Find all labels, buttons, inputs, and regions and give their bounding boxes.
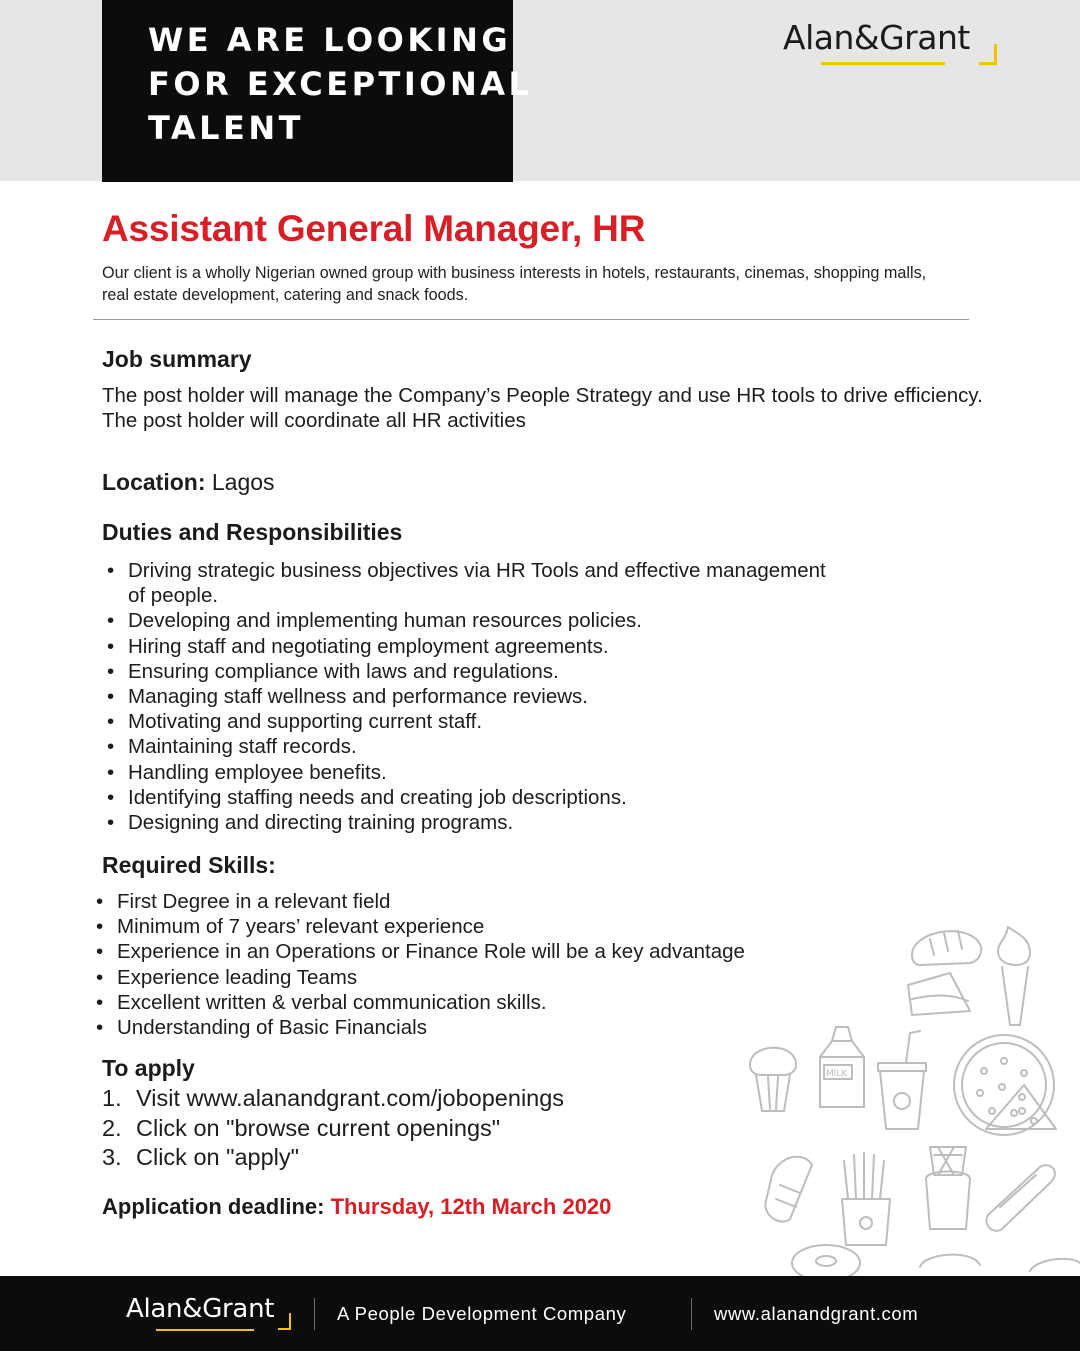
french-fries-icon — [842, 1153, 890, 1245]
list-item: • Driving strategic business objectives via HR Tools and effective management — [103, 558, 826, 583]
donut-icon — [792, 1245, 860, 1277]
step-number: 2. — [102, 1114, 122, 1141]
step-text: Click on "browse current openings" — [136, 1114, 501, 1141]
footer-divider — [314, 1298, 315, 1330]
soda-cup-icon — [878, 1031, 926, 1129]
list-item: • Hiring staff and negotiating employment agreements. — [103, 634, 826, 659]
footer-logo — [126, 1294, 274, 1324]
list-item: • Designing and directing training programs. — [103, 810, 826, 835]
job-summary-text: The post holder will manage the Company’s People Strategy and use HR tools to drive efficiency. The post holder will coordinate all HR activities — [102, 384, 983, 432]
list-item: • First Degree in a relevant field — [92, 889, 745, 914]
list-item: • Motivating and supporting current staff. — [103, 709, 826, 734]
milk-carton-icon — [820, 1027, 864, 1107]
wrap-icon — [986, 1165, 1055, 1231]
list-item: • Managing staff wellness and performance reviews. — [103, 684, 826, 709]
muffin-icon — [750, 1048, 796, 1111]
list-item: • Understanding of Basic Financials — [92, 1015, 745, 1040]
footer-logo-underline — [156, 1329, 254, 1331]
header-logo-text: Alan&Grant — [783, 18, 970, 57]
header-logo — [783, 18, 970, 57]
apply-step — [102, 1084, 564, 1114]
list-item-continuation: of people. — [128, 584, 219, 608]
list-item: • Developing and implementing human resources policies. — [103, 608, 826, 633]
skills-list — [92, 889, 745, 1040]
apply-step — [102, 1114, 564, 1144]
footer-logo-corner-mark — [278, 1313, 291, 1330]
deadline-label: Application deadline: — [102, 1194, 325, 1219]
step-number: 3. — [102, 1144, 122, 1170]
job-title: Assistant General Manager, HR — [102, 208, 646, 249]
duties-list — [103, 558, 826, 835]
milk-carton-label: MILK — [826, 1069, 848, 1079]
headline-box — [102, 0, 533, 182]
company-intro: Our client is a wholly Nigerian owned group with business interests in hotels, restaurants, cinemas, shopping malls, real estate development, catering and snack foods. — [102, 264, 927, 304]
list-item: • Excellent written & verbal communication skills. — [92, 990, 745, 1015]
headline-line-2: FOR EXCEPTIONAL — [148, 65, 533, 103]
header-logo-corner-mark — [979, 44, 997, 65]
burrito-icon — [765, 1157, 812, 1222]
food-doodles-illustration — [740, 915, 1080, 1277]
apply-steps — [102, 1084, 564, 1173]
job-summary-heading: Job summary — [102, 346, 252, 372]
location-label: Location: — [102, 469, 206, 495]
sandwich-icon — [908, 973, 970, 1015]
duties-heading: Duties and Responsibilities — [102, 519, 403, 545]
step-text: Click on "apply" — [136, 1144, 299, 1170]
footer-divider — [691, 1298, 692, 1330]
bagel-icon — [920, 1255, 1080, 1271]
pizza-icon — [954, 1035, 1054, 1135]
deadline-date: Thursday, 12th March 2020 — [330, 1194, 612, 1219]
location-line — [102, 469, 275, 496]
list-item: • Minimum of 7 years’ relevant experience — [92, 914, 745, 939]
footer-bar — [0, 1276, 1080, 1351]
list-item: • Experience in an Operations or Finance Role will be a key advantage — [92, 939, 745, 964]
required-skills-heading: Required Skills: — [102, 852, 276, 878]
to-apply-heading: To apply — [102, 1055, 195, 1081]
list-item: • Identifying staffing needs and creating job descriptions. — [103, 785, 826, 810]
location-value: Lagos — [211, 469, 275, 495]
footer-logo-text: Alan&Grant — [126, 1294, 275, 1324]
section-divider — [93, 319, 969, 320]
footer-website-link[interactable]: www.alanandgrant.com — [714, 1303, 919, 1324]
sundae-icon — [926, 1147, 970, 1229]
ice-cream-cone-icon — [998, 927, 1030, 1025]
bread-loaf-icon — [912, 931, 981, 965]
list-item: • Maintaining staff records. — [103, 734, 826, 759]
list-item: • Handling employee benefits. — [103, 760, 826, 785]
list-item: • Ensuring compliance with laws and regulations. — [103, 659, 826, 684]
application-deadline — [102, 1194, 611, 1220]
footer-tagline: A People Development Company — [337, 1303, 627, 1324]
step-number: 1. — [102, 1085, 122, 1111]
header-logo-underline — [821, 62, 945, 65]
headline-line-1: WE ARE LOOKING — [148, 21, 512, 59]
step-text: Visit www.alanandgrant.com/jobopenings — [136, 1085, 565, 1111]
headline-line-3: TALENT — [148, 109, 304, 147]
list-item: • Experience leading Teams — [92, 965, 745, 990]
apply-step — [102, 1143, 564, 1173]
